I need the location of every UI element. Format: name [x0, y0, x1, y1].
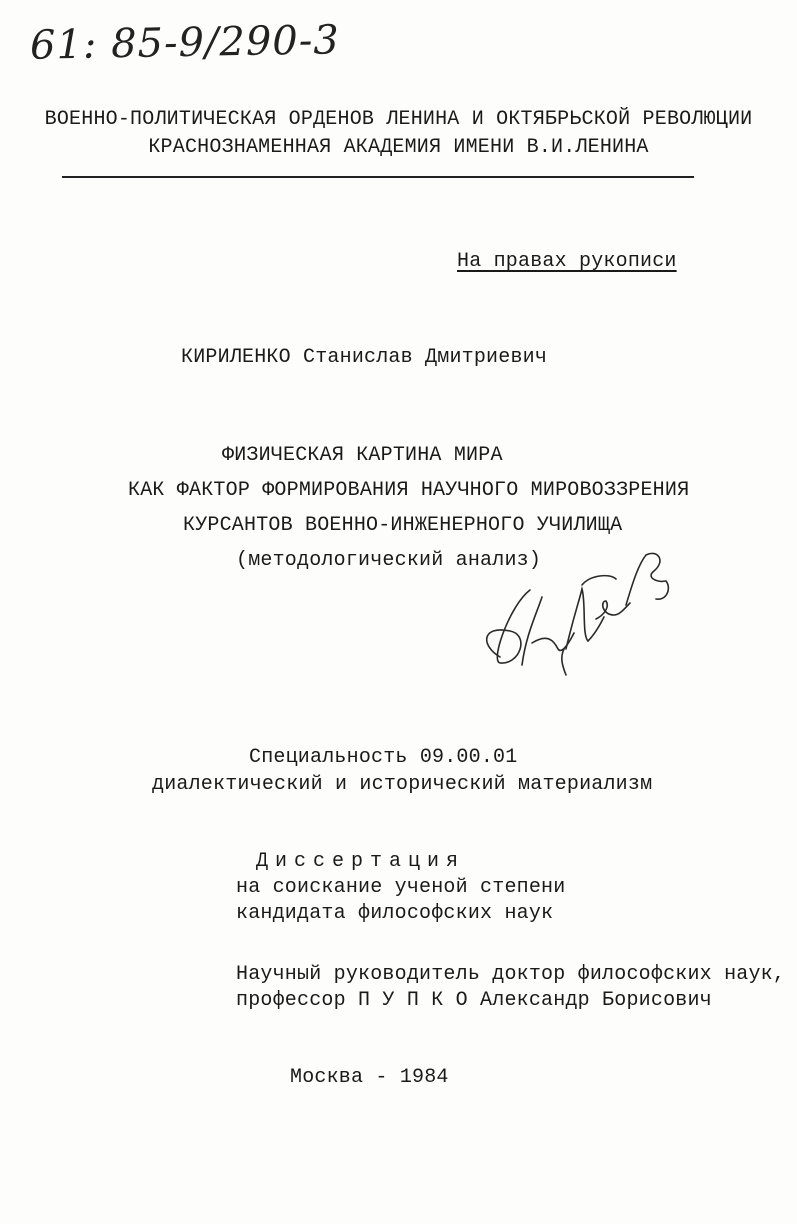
degree-line-2: кандидата философских наук	[236, 902, 554, 925]
degree-line-1: на соискание ученой степени	[236, 876, 566, 899]
rights-notice: На правах рукописи	[457, 250, 677, 273]
header-divider	[62, 176, 694, 178]
archive-number-handwritten: 61: 85-9/290-3	[29, 17, 341, 69]
specialty-name: диалектический и исторический материализм	[152, 773, 653, 796]
title-line-1: ФИЗИЧЕСКАЯ КАРТИНА МИРА	[222, 444, 503, 467]
author-name: КИРИЛЕНКО Станислав Дмитриевич	[181, 346, 548, 369]
author-signature	[470, 545, 680, 690]
supervisor-line-1: Научный руководитель доктор философских наук,	[236, 963, 786, 986]
place-year: Москва - 1984	[290, 1066, 449, 1089]
title-line-2: КАК ФАКТОР ФОРМИРОВАНИЯ НАУЧНОГО МИРОВОЗЗРЕНИЯ	[128, 479, 690, 502]
supervisor-line-2: профессор П У П К О Александр Борисович	[236, 989, 712, 1012]
institution-line-2: КРАСНОЗНАМЕННАЯ АКАДЕМИЯ ИМЕНИ В.И.ЛЕНИНА	[148, 136, 649, 159]
institution-line-1: ВОЕННО-ПОЛИТИЧЕСКАЯ ОРДЕНОВ ЛЕНИНА И ОКТЯБРЬСКОЙ РЕВОЛЮЦИИ	[44, 108, 753, 131]
dissertation-label: Диссертация	[256, 850, 466, 873]
title-line-4: (методологический анализ)	[236, 549, 542, 572]
title-line-3: КУРСАНТОВ ВОЕННО-ИНЖЕНЕРНОГО УЧИЛИЩА	[183, 514, 623, 537]
specialty-code: Специальность 09.00.01	[249, 746, 518, 769]
